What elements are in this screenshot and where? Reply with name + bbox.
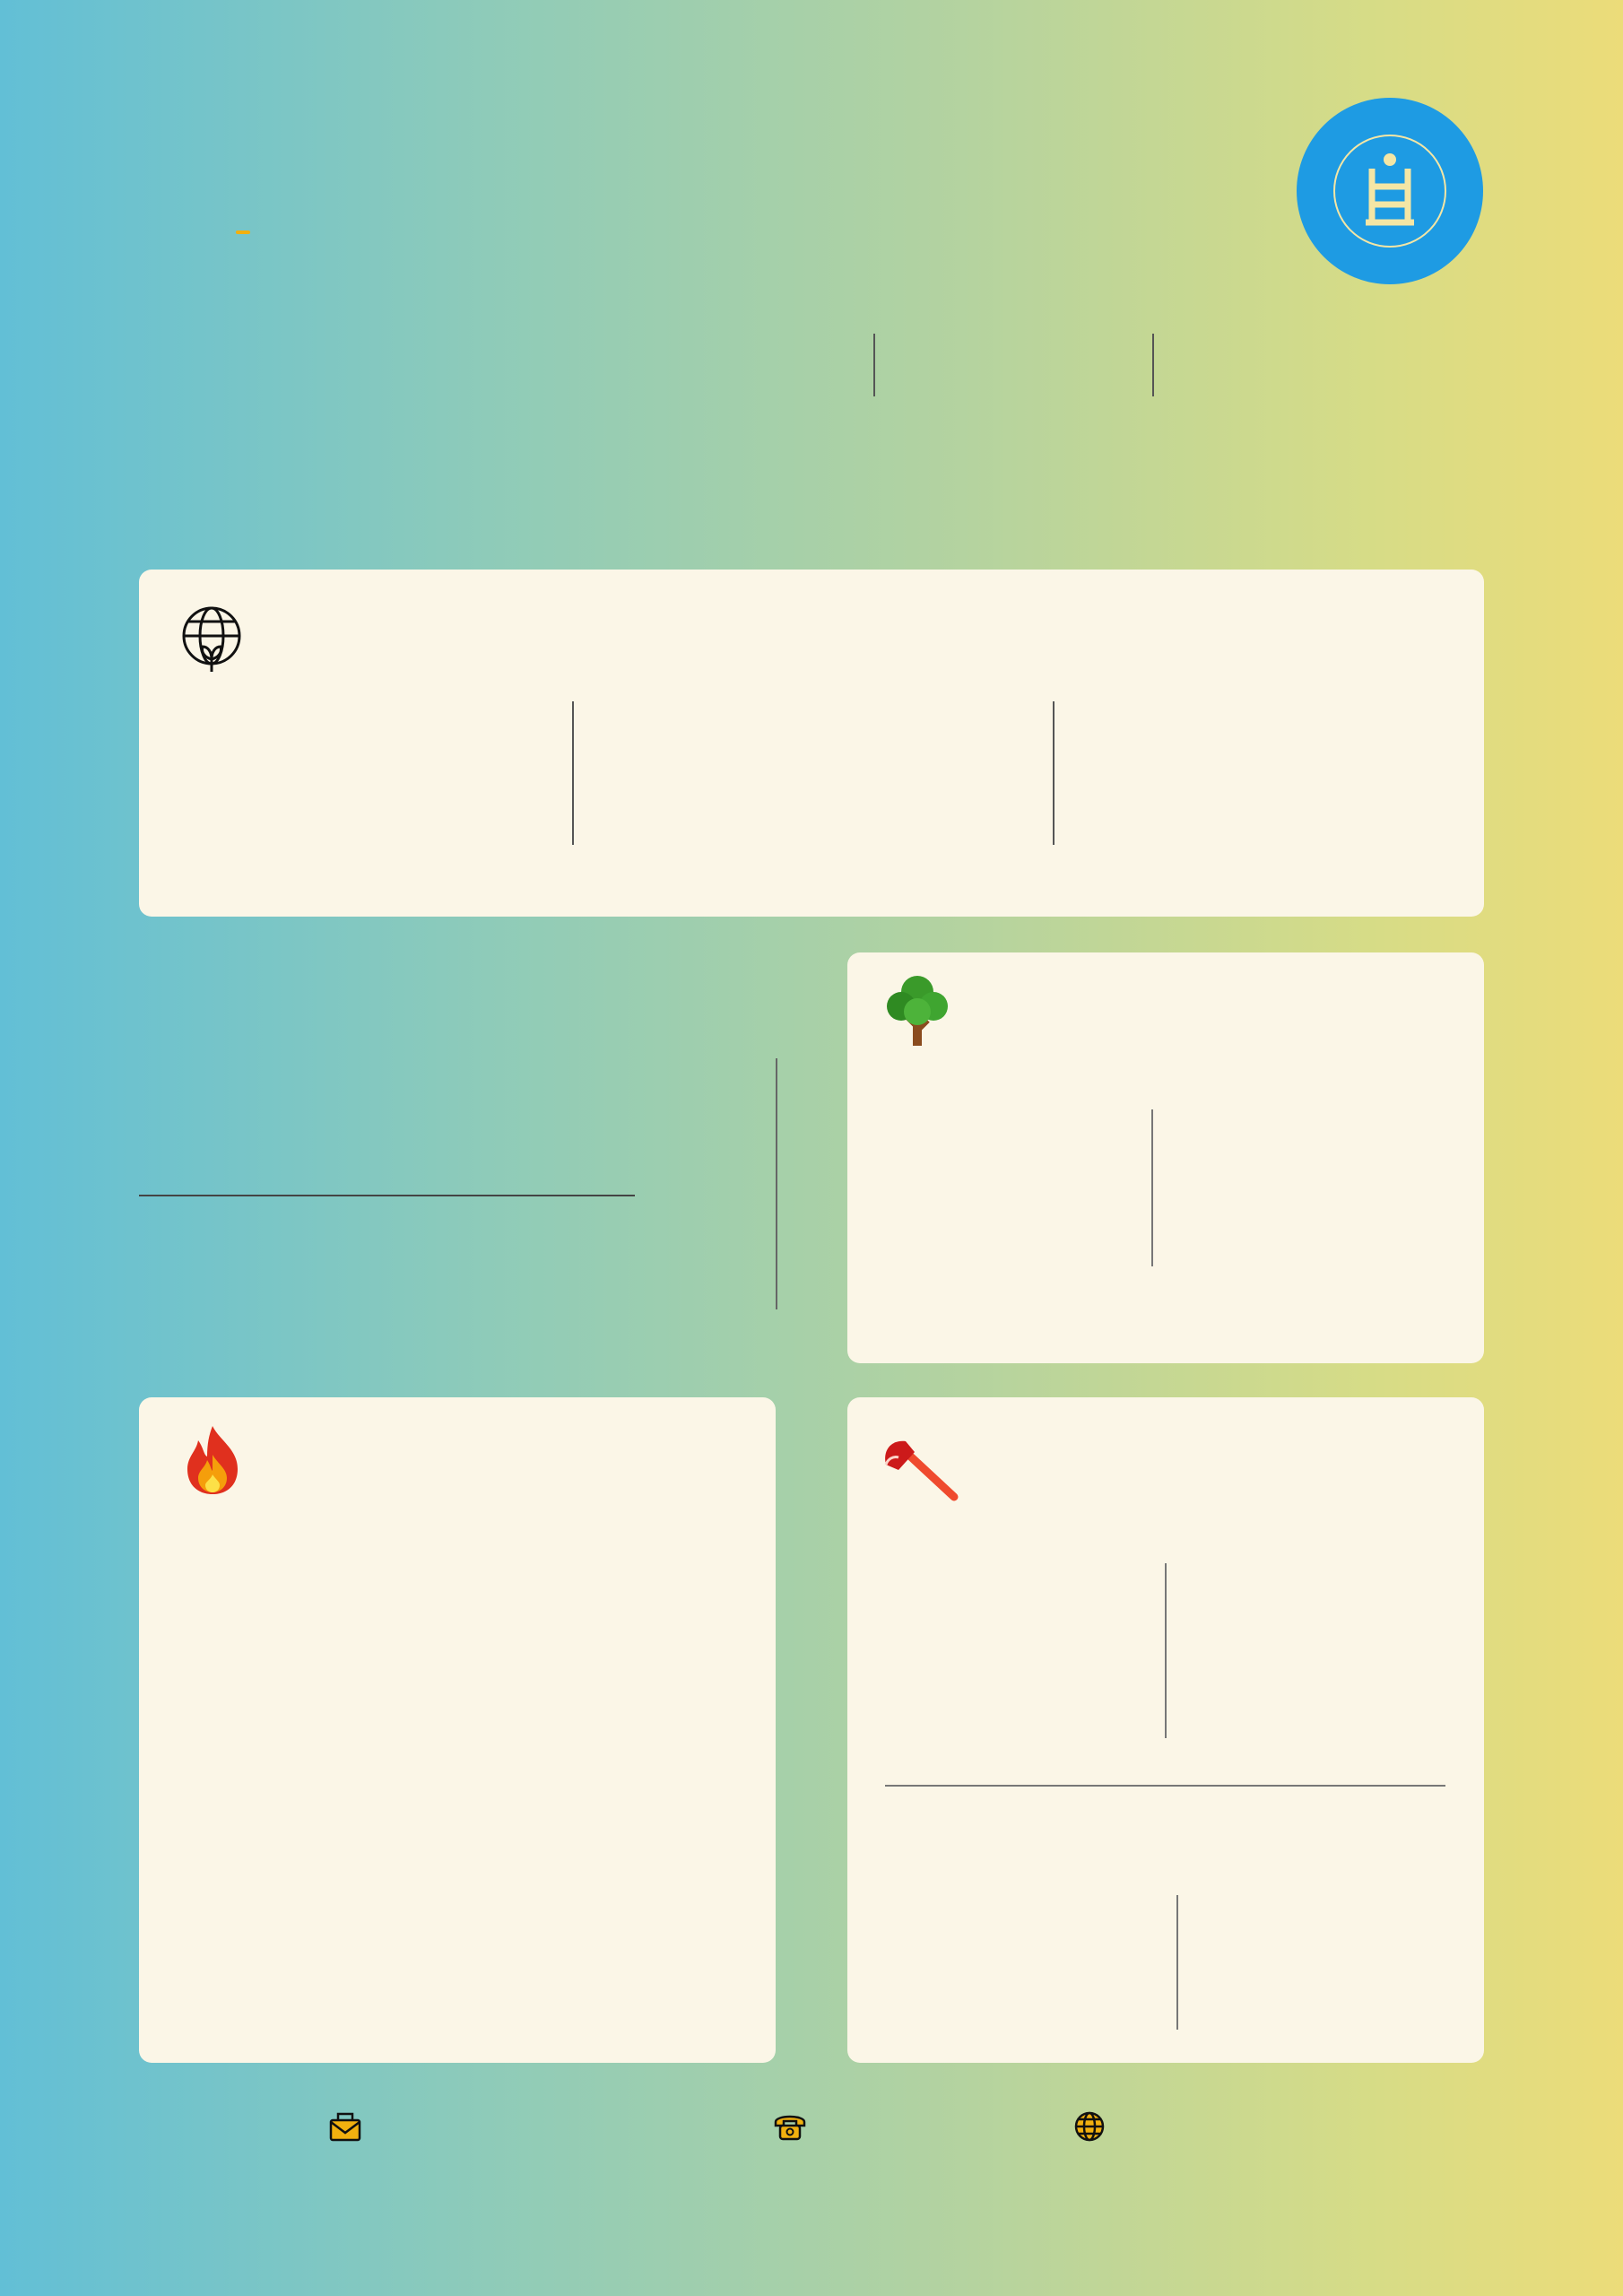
divider — [776, 1058, 777, 1309]
net-change-underline — [139, 1195, 635, 1196]
divider — [1165, 1563, 1167, 1738]
wildfire-card — [139, 1397, 776, 2063]
phone-icon — [773, 2111, 807, 2142]
institute-seal — [1296, 97, 1484, 285]
key-metrics-card — [139, 570, 1484, 917]
divider — [1151, 1109, 1153, 1266]
wildfire-bar-chart — [148, 1675, 767, 2057]
colab-logo — [143, 121, 341, 265]
divider — [1176, 1895, 1178, 2030]
divider — [1152, 334, 1154, 396]
components-donut-chart — [1186, 1069, 1410, 1293]
tree-icon — [881, 972, 953, 1048]
driver-separator — [885, 1785, 1445, 1787]
globe-plant-icon — [179, 605, 244, 674]
fire-icon — [184, 1424, 241, 1496]
divider — [873, 334, 875, 396]
logo-tag — [236, 230, 250, 234]
driver-card — [847, 1397, 1484, 2063]
email-icon — [329, 2111, 361, 2142]
components-card — [847, 952, 1484, 1363]
driver-donut-chart — [906, 1532, 1130, 1756]
divider — [572, 701, 574, 845]
divider — [1053, 701, 1055, 845]
axe-icon — [879, 1438, 961, 1502]
globe-icon — [1074, 2111, 1105, 2142]
